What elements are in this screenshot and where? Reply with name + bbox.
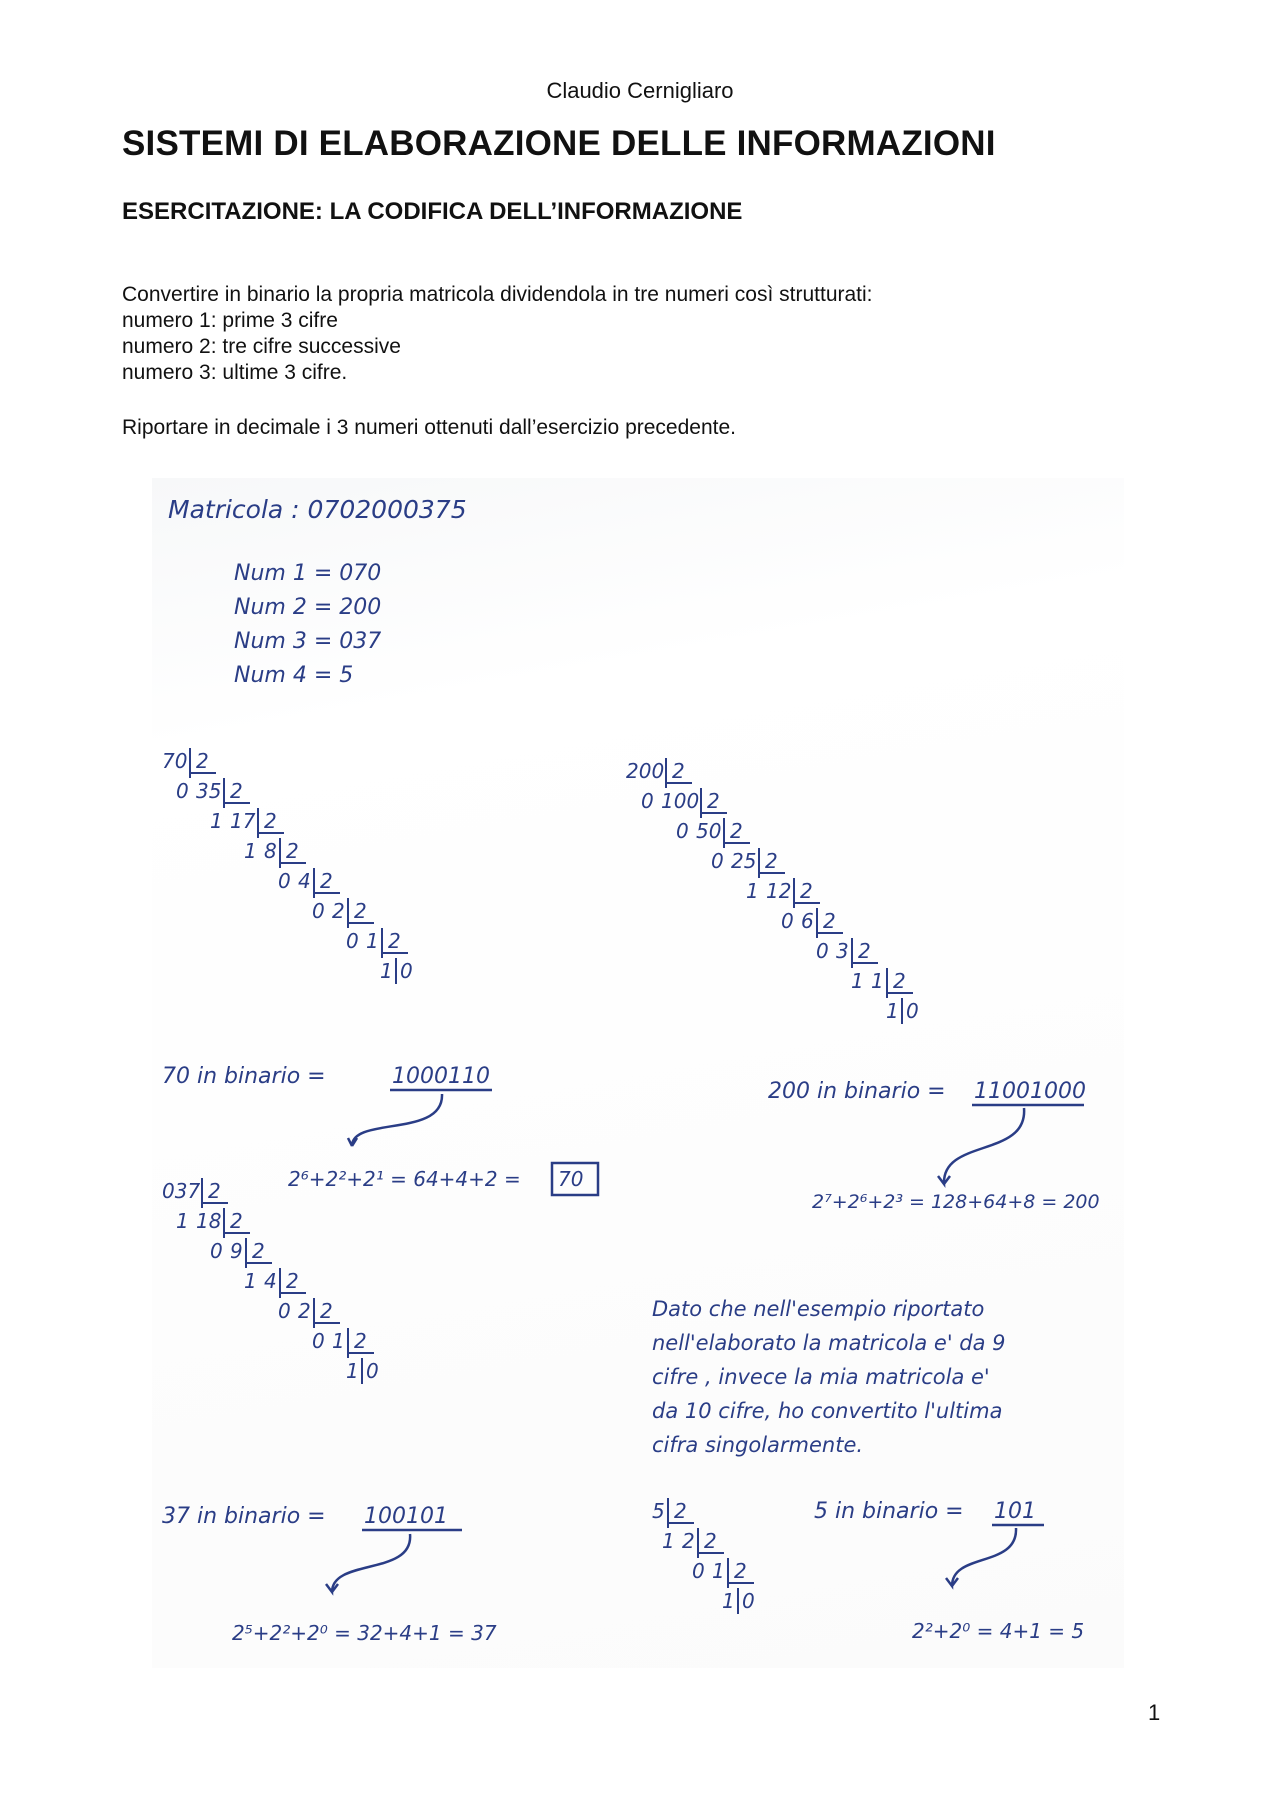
handwritten-photo — [152, 478, 1124, 1668]
division-quotient: 12 — [766, 879, 792, 903]
result-5-label: 5 in binario = — [814, 1499, 964, 1524]
note-line: nell'elaborato la matricola e' da 9 — [652, 1331, 1006, 1355]
division-5 — [652, 1498, 755, 1614]
division-divisor: 2 — [264, 809, 277, 833]
result-200-value: 11001000 — [974, 1079, 1086, 1104]
division-divisor: 2 — [858, 939, 871, 963]
division-divisor: 2 — [320, 869, 333, 893]
handwritten-notes — [152, 478, 1124, 1668]
division-remainder: 1 — [346, 1359, 359, 1383]
division-remainder: 0 — [711, 849, 724, 873]
check-200: 2⁷+2⁶+2³ = 128+64+8 = 200 — [812, 1191, 1100, 1213]
division-remainder: 0 — [676, 819, 689, 843]
division-quotient: 2 — [332, 899, 345, 923]
division-quotient: 0 — [742, 1589, 755, 1613]
division-quotient: 6 — [801, 909, 814, 933]
division-quotient: 25 — [731, 849, 757, 873]
division-remainder: 0 — [312, 1329, 325, 1353]
division-quotient: 0 — [366, 1359, 379, 1383]
result-37-label: 37 in binario = — [162, 1504, 326, 1529]
instruction-task2: Riportare in decimale i 3 numeri ottenuti dall’esercizio precedente. — [122, 416, 736, 439]
instruction-line: numero 1: prime 3 cifre — [122, 309, 338, 332]
result-37-value: 100101 — [364, 1504, 448, 1529]
division-divisor: 2 — [196, 749, 209, 773]
division-remainder: 0 — [278, 1299, 291, 1323]
division-quotient: 9 — [230, 1239, 243, 1263]
result-70-label: 70 in binario = — [162, 1064, 326, 1089]
instruction-line: numero 3: ultime 3 cifre. — [122, 361, 348, 384]
division-dividend: 037 — [162, 1179, 201, 1203]
division-remainder: 0 — [692, 1559, 705, 1583]
page-title: SISTEMI DI ELABORAZIONE DELLE INFORMAZIONI — [122, 124, 996, 163]
division-divisor: 2 — [208, 1179, 221, 1203]
arrow-200 — [938, 1108, 1024, 1184]
division-quotient: 2 — [298, 1299, 311, 1323]
division-divisor: 2 — [286, 1269, 299, 1293]
division-37 — [162, 1178, 379, 1384]
division-quotient: 1 — [366, 929, 379, 953]
division-200 — [626, 758, 919, 1024]
division-quotient: 0 — [400, 959, 413, 983]
division-quotient: 100 — [661, 789, 700, 813]
division-divisor: 2 — [252, 1239, 265, 1263]
division-remainder: 1 — [244, 839, 257, 863]
check-70: 2⁶+2²+2¹ = 64+4+2 = — [288, 1167, 521, 1191]
num-line: Num 2 = 200 — [234, 595, 382, 620]
check-70-value: 70 — [558, 1167, 584, 1191]
division-quotient: 3 — [836, 939, 849, 963]
division-remainder: 0 — [278, 869, 291, 893]
division-remainder: 1 — [722, 1589, 735, 1613]
division-dividend: 5 — [652, 1499, 665, 1523]
division-divisor: 2 — [800, 879, 813, 903]
division-quotient: 35 — [196, 779, 222, 803]
division-quotient: 50 — [696, 819, 722, 843]
division-divisor: 2 — [707, 789, 720, 813]
note-line: cifra singolarmente. — [652, 1433, 864, 1457]
division-divisor: 2 — [674, 1499, 687, 1523]
division-quotient: 8 — [264, 839, 277, 863]
division-remainder: 1 — [886, 999, 899, 1023]
division-divisor: 2 — [823, 909, 836, 933]
note-line: da 10 cifre, ho convertito l'ultima — [652, 1399, 1003, 1423]
division-divisor: 2 — [230, 779, 243, 803]
division-divisor: 2 — [893, 969, 906, 993]
division-quotient: 18 — [196, 1209, 222, 1233]
division-remainder: 1 — [176, 1209, 189, 1233]
division-divisor: 2 — [286, 839, 299, 863]
arrow-70 — [348, 1094, 442, 1146]
division-remainder: 1 — [210, 809, 223, 833]
division-quotient: 1 — [871, 969, 884, 993]
division-remainder: 0 — [781, 909, 794, 933]
division-quotient: 2 — [682, 1529, 695, 1553]
division-remainder: 1 — [746, 879, 759, 903]
division-divisor: 2 — [730, 819, 743, 843]
division-divisor: 2 — [734, 1559, 747, 1583]
division-quotient: 1 — [332, 1329, 345, 1353]
check-5: 2²+2⁰ = 4+1 = 5 — [912, 1619, 1085, 1643]
matricola-label: Matricola : 0702000375 — [168, 495, 467, 524]
division-quotient: 4 — [264, 1269, 277, 1293]
result-200-label: 200 in binario = — [768, 1079, 946, 1104]
division-remainder: 0 — [641, 789, 654, 813]
division-remainder: 1 — [380, 959, 393, 983]
division-divisor: 2 — [230, 1209, 243, 1233]
division-divisor: 2 — [672, 759, 685, 783]
division-remainder: 1 — [851, 969, 864, 993]
arrow-5 — [946, 1528, 1016, 1586]
division-remainder: 0 — [210, 1239, 223, 1263]
result-70-value: 1000110 — [392, 1064, 490, 1089]
note-line: cifre , invece la mia matricola e' — [652, 1365, 990, 1389]
note-line: Dato che nell'esempio riportato — [652, 1297, 985, 1321]
division-remainder: 0 — [176, 779, 189, 803]
division-remainder: 0 — [816, 939, 829, 963]
author: Claudio Cernigliaro — [546, 78, 734, 103]
division-dividend: 200 — [626, 759, 665, 783]
division-quotient: 4 — [298, 869, 311, 893]
division-divisor: 2 — [388, 929, 401, 953]
division-quotient: 0 — [906, 999, 919, 1023]
division-remainder: 0 — [312, 899, 325, 923]
check-37: 2⁵+2²+2⁰ = 32+4+1 = 37 — [232, 1621, 497, 1645]
division-quotient: 17 — [230, 809, 256, 833]
num-line: Num 3 = 037 — [234, 629, 382, 654]
division-divisor: 2 — [320, 1299, 333, 1323]
division-remainder: 1 — [244, 1269, 257, 1293]
arrow-37 — [326, 1534, 410, 1592]
num-line: Num 4 = 5 — [234, 663, 354, 688]
division-remainder: 0 — [346, 929, 359, 953]
page-number: 1 — [1148, 1700, 1161, 1725]
division-divisor: 2 — [704, 1529, 717, 1553]
division-divisor: 2 — [354, 899, 367, 923]
division-dividend: 70 — [162, 749, 188, 773]
exercise-subtitle: ESERCITAZIONE: LA CODIFICA DELL’INFORMAZIONE — [122, 198, 743, 225]
division-quotient: 1 — [712, 1559, 725, 1583]
instruction-line: Convertire in binario la propria matricola dividendola in tre numeri così strutturati: — [122, 283, 873, 306]
result-5-value: 101 — [994, 1499, 1036, 1524]
division-remainder: 1 — [662, 1529, 675, 1553]
division-70 — [162, 748, 413, 984]
instructions — [122, 282, 873, 386]
division-divisor: 2 — [765, 849, 778, 873]
instruction-line: numero 2: tre cifre successive — [122, 335, 401, 358]
num-line: Num 1 = 070 — [234, 561, 382, 586]
division-divisor: 2 — [354, 1329, 367, 1353]
